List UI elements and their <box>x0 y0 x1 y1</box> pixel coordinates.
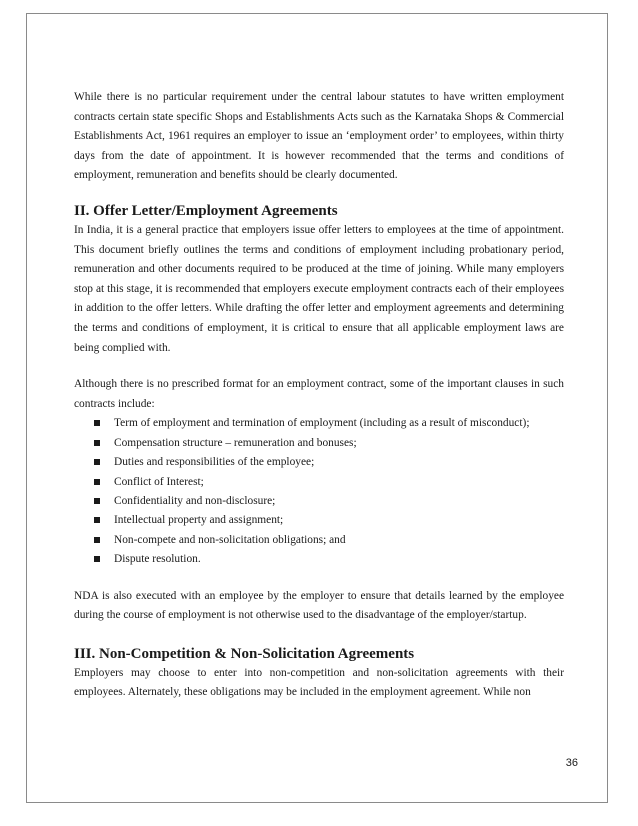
page-number: 36 <box>565 757 578 769</box>
list-item: Intellectual property and assignment; <box>94 511 564 530</box>
square-bullet-icon <box>94 517 100 523</box>
square-bullet-icon <box>94 556 100 562</box>
section-heading-offer-letter: II. Offer Letter/Employment Agreements <box>74 202 338 219</box>
clauses-intro-paragraph: Although there is no prescribed format for an employment contract, some of the important clauses in such contracts include: <box>74 378 564 410</box>
non-competition-paragraph: Employers may choose to enter into non-competition and non-solicitation agreements with their employees. Alternately, these obligations may be included in the employment agreement. While non <box>74 666 564 699</box>
square-bullet-icon <box>94 420 100 426</box>
section-heading-non-competition: III. Non-Competition & Non-Solicitation Agreements <box>74 645 415 662</box>
list-item: Term of employment and termination of employment (including as a result of misconduct); <box>94 414 564 433</box>
square-bullet-icon <box>94 537 100 543</box>
square-bullet-icon <box>94 459 100 465</box>
square-bullet-icon <box>94 440 100 446</box>
intro-paragraph: While there is no particular requirement under the central labour statutes to have written employment contracts certain state specific Shops and Establishments Acts such as the Karnataka Shops & Commercial Establishments Act, 1961 requires an employer to issue an ‘employment order’ to employees, within thirty days from the date of appointment. It is however recommended that the terms and conditions of employment, remuneration and benefits should be clearly documented. <box>74 91 564 182</box>
nda-paragraph: NDA is also executed with an employee by the employer to ensure that details learned by the employee during the course of employment is not otherwise used to the disadvantage of the employer/startup. <box>74 589 564 622</box>
list-item: Duties and responsibilities of the employee; <box>94 453 564 472</box>
square-bullet-icon <box>94 479 100 485</box>
list-item: Dispute resolution. <box>94 550 564 569</box>
list-item: Conflict of Interest; <box>94 473 564 492</box>
list-item: Compensation structure – remuneration and bonuses; <box>94 434 564 453</box>
list-item: Non-compete and non-solicitation obligations; and <box>94 531 564 550</box>
document-body <box>74 88 564 703</box>
offer-letter-paragraph: In India, it is a general practice that employers issue offer letters to employees at the time of appointment. This document briefly outlines the terms and conditions of employment including probationary period, remuneration and other documents required to be produced at the time of joining. While many employers stop at this stage, it is recommended that employers execute employment contracts each of their employees in addition to the offer letters. While drafting the offer letter and employment agreements and determining the terms and conditions of employment, it is critical to ensure that all applicable employment laws are being complied with. <box>74 223 564 354</box>
clauses-list <box>74 414 564 569</box>
square-bullet-icon <box>94 498 100 504</box>
list-item: Confidentiality and non-disclosure; <box>94 492 564 511</box>
